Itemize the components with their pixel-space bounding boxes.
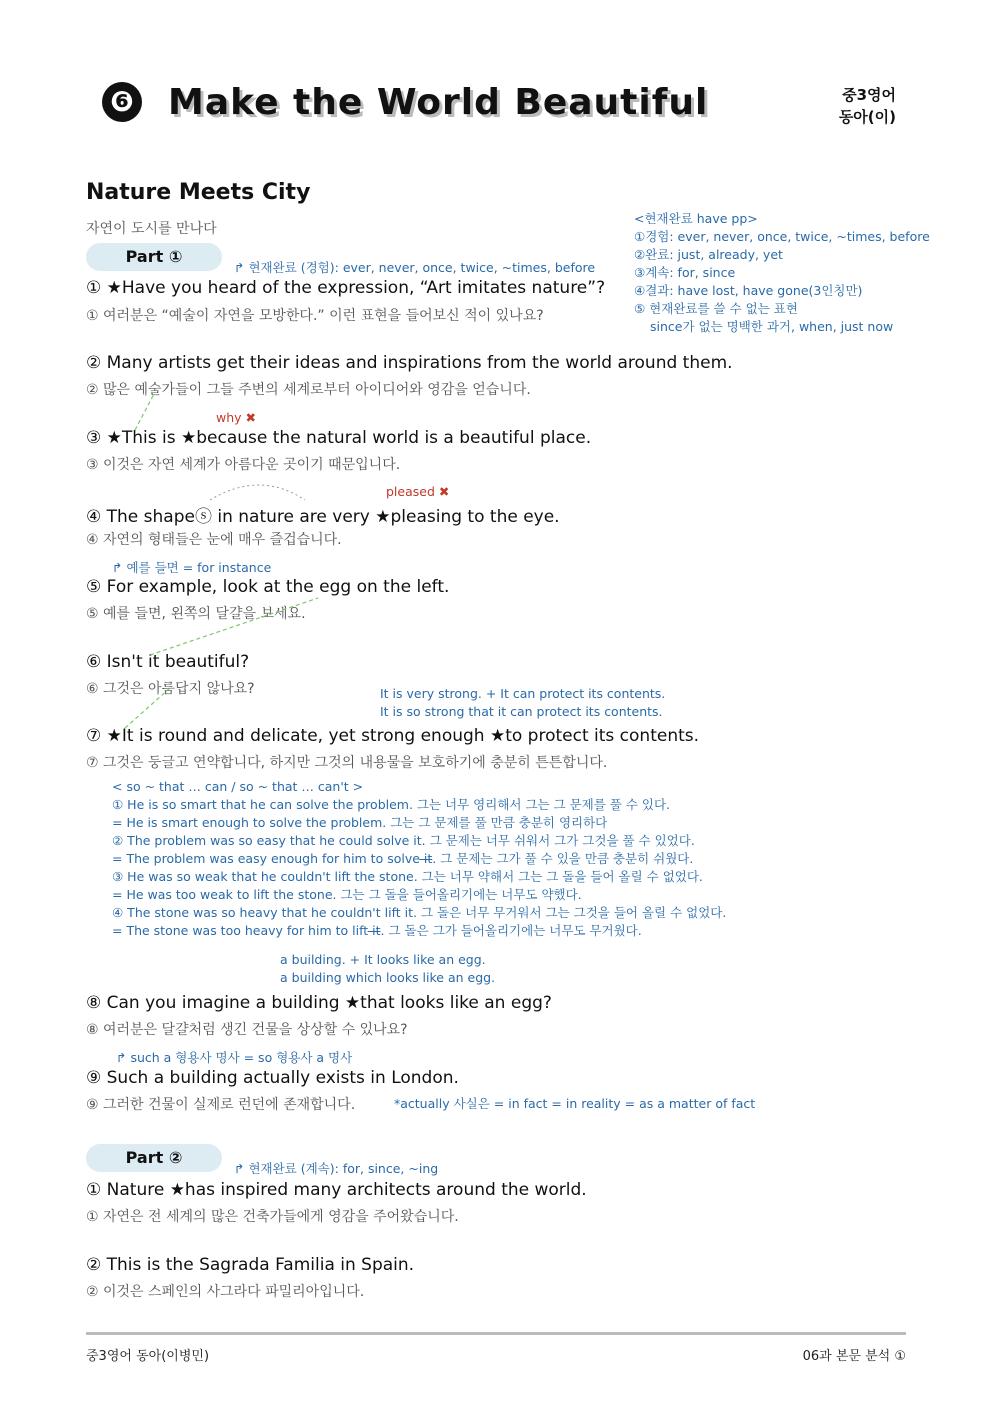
footer-divider [86, 1332, 906, 1335]
sentence-ko-5: ⑤ 예를 들면, 왼쪽의 달걀을 보세요. [86, 606, 306, 622]
grammar-line: = He is smart enough to solve the problem. 그는 그 문제를 풀 만큼 충분히 영리하다 [112, 815, 608, 830]
part2-sentence-ko-2: ② 이것은 스페인의 사그라다 파밀리아입니다. [86, 1284, 365, 1300]
part2-sentence-en-2: ② This is the Sagrada Familia in Spain. [86, 1255, 415, 1275]
note-line: ③계속: for, since [634, 265, 736, 280]
grammar-line: = The stone was too heavy for him to lift i̶t̶. 그 돌은 그가 들어올리기에는 너무도 무거웠다. [112, 923, 642, 938]
part2-label: Part ② [86, 1144, 222, 1172]
footer-left: 중3영어 동아(이병민) [86, 1349, 210, 1364]
grammar-line: ② The problem was so easy that he could solve it. 그 문제는 너무 쉬워서 그가 그것을 풀 수 있었다. [112, 833, 695, 848]
sentence-en-7: ⑦ ★It is round and delicate, yet strong enough ★to protect its contents. [86, 726, 700, 746]
sentence-en-4: ④ The shapeⓢ in nature are very ★pleasing to the eye. [86, 507, 560, 527]
note-line: ①경험: ever, never, once, twice, ~times, before [634, 229, 930, 244]
sentence-ko-3: ③ 이것은 자연 세계가 아름다운 곳이기 때문입니다. [86, 457, 401, 473]
sentence-ko-4: ④ 자연의 형태들은 눈에 매우 즐겁습니다. [86, 532, 342, 548]
lesson-number-badge: ❻ [102, 82, 142, 122]
annotation-building-2: a building which looks like an egg. [280, 970, 496, 985]
grammar-line: ③ He was so weak that he couldn't lift the stone. 그는 너무 약해서 그는 그 돌을 들어 올릴 수 없었다. [112, 869, 703, 884]
note-line: ⑤ 현재완료를 쓸 수 없는 표현 [634, 301, 798, 316]
annotation-why: why ✖ [216, 410, 256, 425]
sentence-en-1: ① ★Have you heard of the expression, “Art imitates nature”? [86, 278, 606, 298]
note-line: ④결과: have lost, have gone(3인칭만) [634, 283, 863, 298]
annotation-such: ↱ such a 형용사 명사 = so 형용사 a 명사 [116, 1050, 353, 1065]
note-line: since가 없는 명백한 과거, when, just now [650, 319, 894, 334]
part1-label: Part ① [86, 243, 222, 271]
note-heading: <현재완료 have pp> [634, 211, 758, 226]
section-title: Nature Meets City [86, 180, 311, 205]
grade-label: 중3영어 [842, 86, 896, 104]
section-subtitle: 자연이 도시를 만나다 [86, 221, 217, 237]
footer-right: 06과 본문 분석 ① [802, 1349, 906, 1364]
grammar-line: ④ The stone was so heavy that he couldn't lift it. 그 돌은 너무 무거워서 그는 그것을 들어 올릴 수 없었다. [112, 905, 727, 920]
grammar-line: ① He is so smart that he can solve the problem. 그는 너무 영리해서 그는 그 문제를 풀 수 있다. [112, 797, 671, 812]
sentence-en-8: ⑧ Can you imagine a building ★that looks like an egg? [86, 993, 552, 1013]
sentence-ko-1: ① 여러분은 “예술이 자연을 모방한다.” 이런 표현을 들어보신 적이 있나요? [86, 308, 544, 324]
annotation-building-1: a building. + It looks like an egg. [280, 952, 486, 967]
sentence-en-5: ⑤ For example, look at the egg on the left. [86, 577, 450, 597]
sentence-en-3: ③ ★This is ★because the natural world is a beautiful place. [86, 428, 592, 448]
part2-note: ↱ 현재완료 (계속): for, since, ~ing [234, 1161, 439, 1176]
sentence-ko-9: ⑨ 그러한 건물이 실제로 런던에 존재합니다. [86, 1097, 356, 1113]
sentence-ko-2: ② 많은 예술가들이 그들 주변의 세계로부터 아이디어와 영감을 얻습니다. [86, 382, 531, 398]
sentence-ko-8: ⑧ 여러분은 달걀처럼 생긴 건물을 상상할 수 있나요? [86, 1022, 408, 1038]
page-title: Make the World Beautiful [168, 82, 709, 123]
part2-sentence-en-1: ① Nature ★has inspired many architects around the world. [86, 1180, 587, 1200]
part1-note: ↱ 현재완료 (경험): ever, never, once, twice, ~times, before [234, 260, 596, 275]
annotation-for-instance: ↱ 예를 들면 = for instance [112, 560, 272, 575]
annotation-strong-2: It is so strong that it can protect its contents. [380, 704, 663, 719]
sentence-en-2: ② Many artists get their ideas and inspirations from the world around them. [86, 353, 733, 373]
annotation-strong-1: It is very strong. + It can protect its contents. [380, 686, 666, 701]
annotation-pleased: pleased ✖ [386, 484, 450, 499]
grammar-heading: < so ~ that … can / so ~ that … can't > [112, 779, 364, 794]
grammar-line: = He was too weak to lift the stone. 그는 그 돌을 들어올리기에는 너무도 약했다. [112, 887, 582, 902]
grammar-line: = The problem was easy enough for him to solve i̶t̶. 그 문제는 그가 풀 수 있을 만큼 충분히 쉬웠다. [112, 851, 694, 866]
part2-sentence-ko-1: ① 자연은 전 세계의 많은 건축가들에게 영감을 주어왔습니다. [86, 1209, 459, 1225]
publisher-label: 동아(이) [838, 108, 896, 126]
annotation-actually: *actually 사실은 = in fact = in reality = as a matter of fact [394, 1096, 756, 1111]
sentence-ko-6: ⑥ 그것은 아름답지 않나요? [86, 681, 255, 697]
note-line: ②완료: just, already, yet [634, 247, 783, 262]
sentence-en-6: ⑥ Isn't it beautiful? [86, 652, 250, 672]
sentence-en-9: ⑨ Such a building actually exists in London. [86, 1068, 459, 1088]
sentence-ko-7: ⑦ 그것은 둥글고 연약합니다, 하지만 그것의 내용물을 보호하기에 충분히 튼튼합니다. [86, 755, 608, 771]
